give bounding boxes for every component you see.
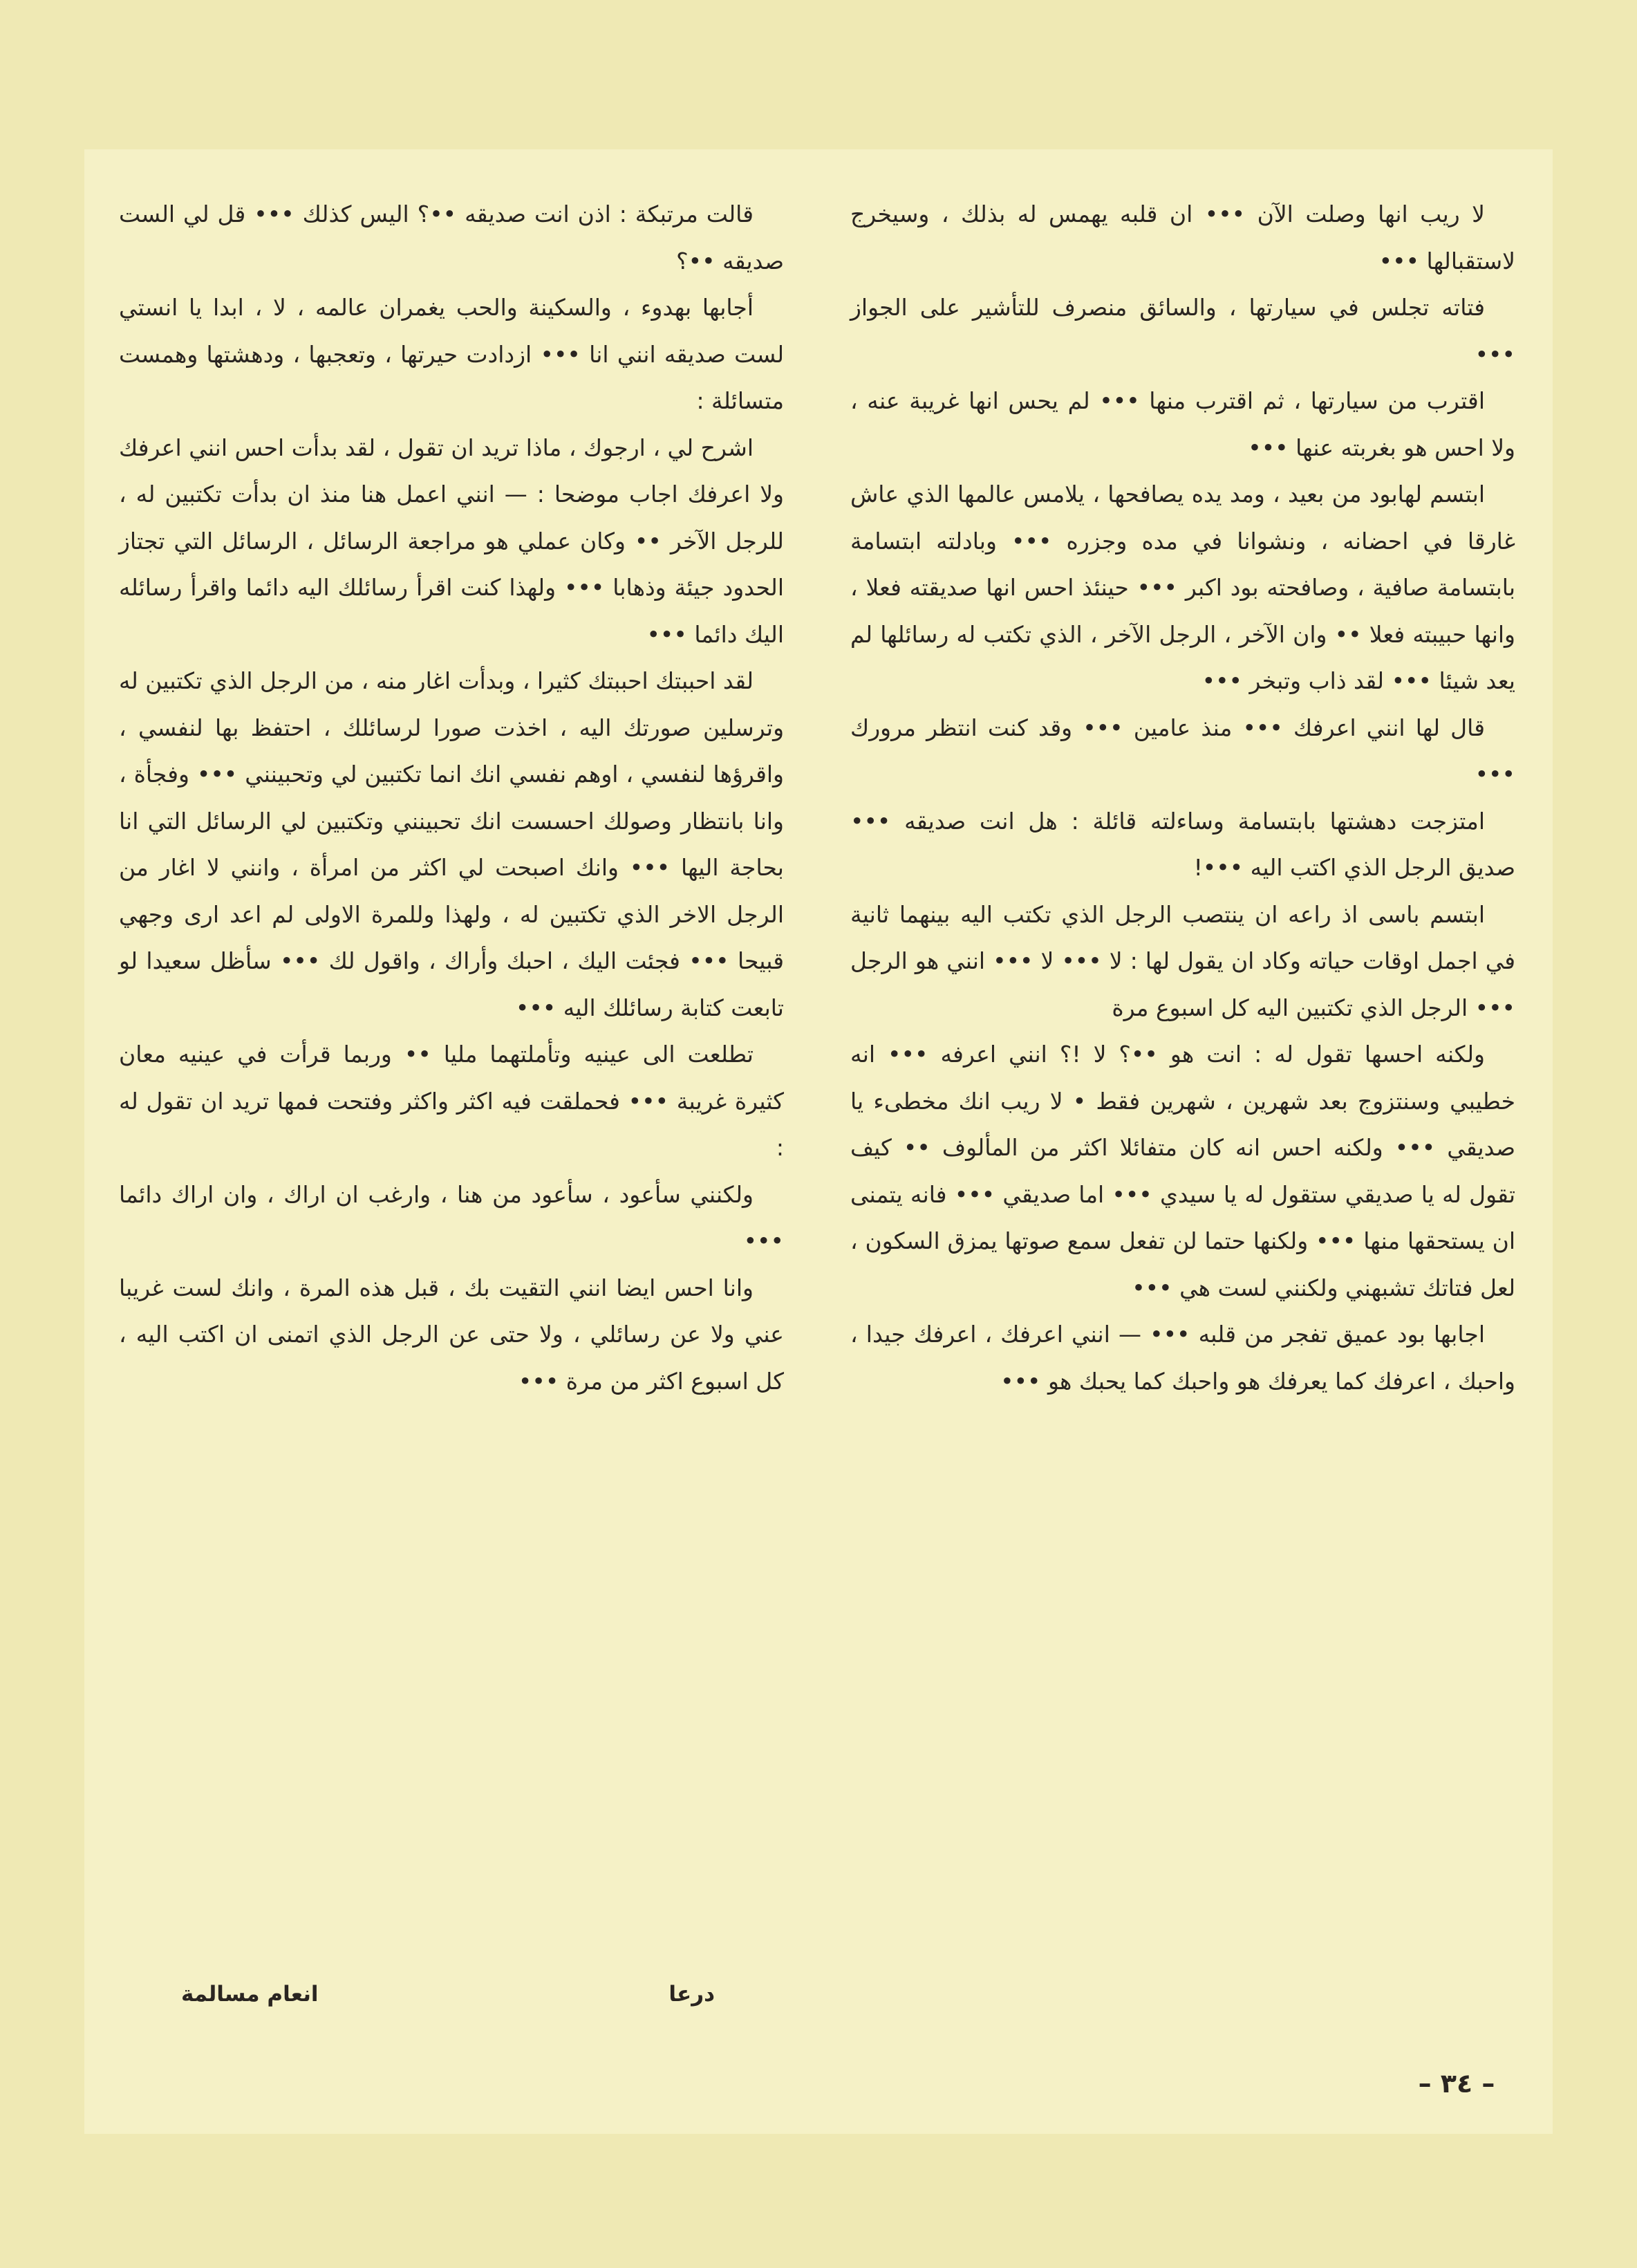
left-column — [119, 191, 784, 1404]
magazine-page — [84, 149, 1553, 2134]
paragraph: قالت مرتبكة : اذن انت صديقه ••؟ اليس كذلك ••• قل لي الست صديقه ••؟ — [119, 201, 784, 275]
paragraph: امتزجت دهشتها بابتسامة وساءلته قائلة : هل انت صديقه ••• صديق الرجل الذي اكتب اليه •••! — [850, 807, 1515, 881]
paragraph: تطلعت الى عينيه وتأملتهما مليا •• وربما قرأت في عينيه معان كثيرة غريبة ••• فحملقت فيه اكثر واكثر وفتحت فمها تريد ان تقول له : — [119, 1041, 784, 1161]
paragraph: اشرح لي ، ارجوك ، ماذا تريد ان تقول ، لقد بدأت احس انني اعرفك ولا اعرفك اجاب موضحا : — انني اعمل هنا منذ ان بدأت تكتبين له ، للرجل الآخر •• وكان عملي هو مراجعة الرسائل ، الرسائل التي تجتاز الحدود جيئة وذهابا ••• ولهذا كنت اقرأ رسائلك اليه دائما واقرأ رسائله اليك دائما ••• — [119, 434, 784, 648]
paragraph: اجابها بود عميق تفجر من قلبه ••• — انني اعرفك ، اعرفك جيدا ، واحبك ، اعرفك كما يعرفك هو واحبك كما يحبك هو ••• — [850, 1321, 1515, 1395]
signature-author: انعام مسالمة — [181, 1982, 319, 2007]
paragraph: أجابها بهدوء ، والسكينة والحب يغمران عالمه ، لا ، ابدا يا انستي لست صديقه انني انا ••• ازدادت حيرتها ، وتعجبها ، ودهشتها وهمست متسائلة : — [119, 294, 784, 414]
right-column — [850, 191, 1515, 1404]
paragraph: لا ريب انها وصلت الآن ••• ان قلبه يهمس له بذلك ، وسيخرج لاستقبالها ••• — [850, 201, 1515, 275]
paragraph: ابتسم باسى اذ راعه ان ينتصب الرجل الذي تكتب اليه بينهما ثانية في اجمل اوقات حياته وكاد ان يقول لها : لا ••• لا ••• انني هو الرجل ••• الرجل الذي تكتبين اليه كل اسبوع مرة — [850, 900, 1515, 1021]
paragraph: ابتسم لهابود من بعيد ، ومد يده يصافحها ، يلامس عالمها الذي عاش غارقا في احضانه ، ونشوانا في مده وجزره ••• وبادلته ابتسامة بابتسامة صافية ، وصافحته بود اكبر ••• حينئذ احس انها صديقته فعلا ، وانها حبيبته فعلا •• وان الآخر ، الرجل الآخر ، الذي تكتب له رسائلها لم يعد شيئا ••• لقد ذاب وتبخر ••• — [850, 481, 1515, 694]
paragraph: وانا احس ايضا انني التقيت بك ، قبل هذه المرة ، وانك لست غريبا عني ولا عن رسائلي ، ولا حتى عن الرجل الذي اتمنى ان اكتب اليه ، كل اسبوع اكثر من مرة ••• — [119, 1274, 784, 1395]
page-number: – ٣٤ – — [1418, 2068, 1495, 2099]
paragraph: فتاته تجلس في سيارتها ، والسائق منصرف للتأشير على الجواز ••• — [850, 294, 1515, 368]
signature-place: درعا — [668, 1982, 715, 2007]
paragraph: ولكنه احسها تقول له : انت هو ••؟ لا !؟ انني اعرفه ••• انه خطيبي وسنتزوج بعد شهرين ، شهرين فقط • لا ريب انك مخطىء يا صديقي ••• ولكنه احس انه كان متفائلا اكثر من المألوف •• كيف تقول له يا صديقي ستقول له يا سيدي ••• اما صديقي ••• فانه يتمنى ان يستحقها منها ••• ولكنها حتما لن تفعل سمع صوتها يمزق السكون ، لعل فتاتك تشبهني ولكنني لست هي ••• — [850, 1041, 1515, 1301]
paragraph: ولكنني سأعود ، سأعود من هنا ، وارغب ان اراك ، وان اراك دائما ••• — [119, 1180, 784, 1254]
paragraph: لقد احببتك احببتك كثيرا ، وبدأت اغار منه ، من الرجل الذي تكتبين له وترسلين صورتك اليه ، اخذت صورا لرسائلك ، احتفظ بها لنفسي ، واقرؤها لنفسي ، اوهم نفسي انك انما تكتبين لي وتحبينني ••• وفجأة ، وانا بانتظار وصولك احسست انك تحبينني وتكتبين لي الرسائل التي انا بحاجة اليها ••• وانك اصبحت لي اكثر من امرأة ، وانني لا اغار من الرجل الاخر الذي تكتبين له ، ولهذا وللمرة الاولى لم اعد ارى وجهي قبيحا ••• فجئت اليك ، احبك وأراك ، واقول لك ••• سأظل سعيدا لو تابعت كتابة رسائلك اليه ••• — [119, 667, 784, 1021]
signature — [119, 1982, 784, 2030]
paragraph: قال لها انني اعرفك ••• منذ عامين ••• وقد كنت انتظر مرورك ••• — [850, 714, 1515, 788]
paragraph: اقترب من سيارتها ، ثم اقترب منها ••• لم يحس انها غريبة عنه ، ولا احس هو بغربته عنها ••• — [850, 387, 1515, 461]
